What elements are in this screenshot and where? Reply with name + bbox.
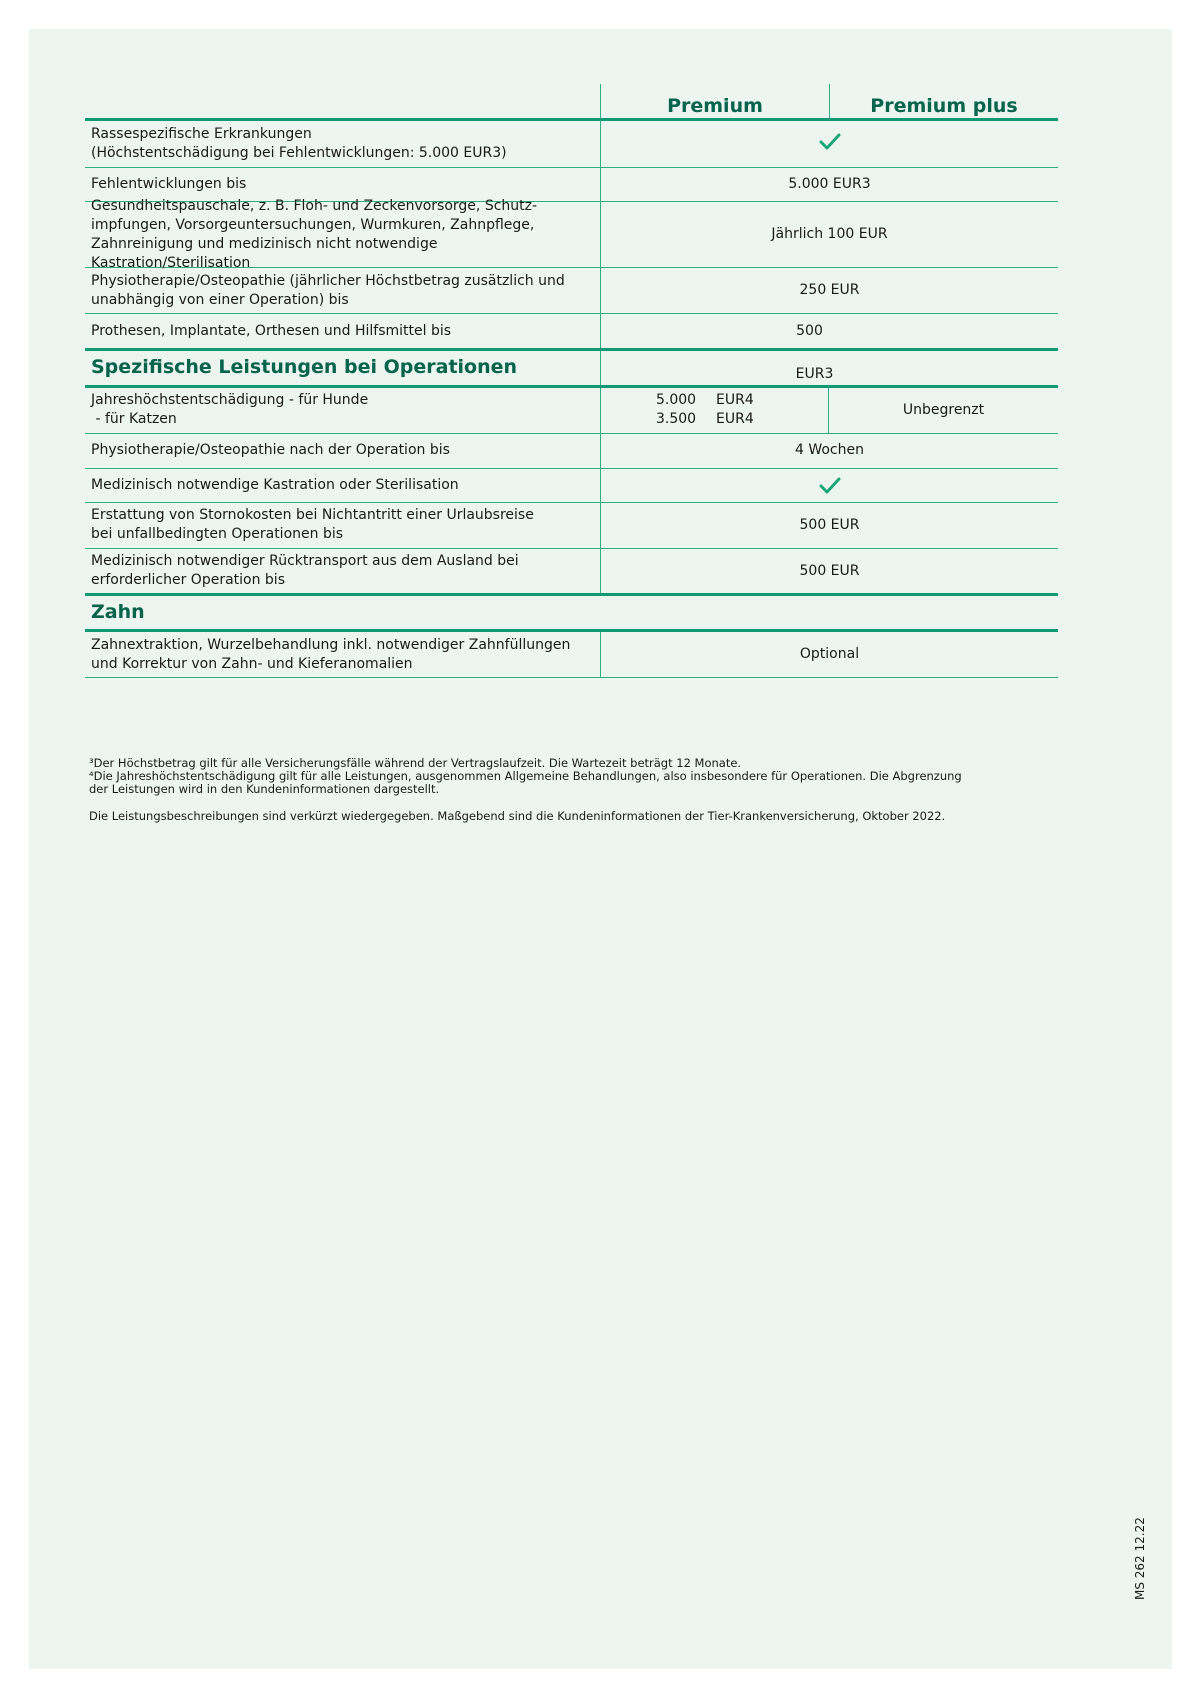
row-label: Zahnextraktion, Wurzelbehandlung inkl. notwendiger Zahnfüllungen und Korrektur von Zahn- und Kieferanomalien	[91, 636, 571, 672]
row-label: Fehlentwicklungen bis	[91, 176, 247, 192]
table-row	[85, 469, 1058, 503]
row-value: 4 Wochen	[600, 434, 1058, 468]
row-value: 500	[600, 314, 1058, 348]
row-label: Gesundheitspauschale, z. B. Floh- und Zeckenvorsorge, Schutz- impfungen, Vorsorgeuntersuchungen, Wurmkuren, Zahnpflege, Zahnreinigung und medizinisch nicht notwendige Kastration/Sterilisation	[91, 197, 538, 271]
table-header	[85, 84, 1058, 121]
row-label: Rassespezifische Erkrankungen (Höchstentschädigung bei Fehlentwicklungen: 5.000 EUR3)	[91, 126, 507, 161]
amount-cats: 3.500	[656, 411, 697, 427]
row-value	[600, 121, 1058, 167]
row-label: Physiotherapie/Osteopathie (jährlicher Höchstbetrag zusätzlich und unabhängig von einer Operation) bis	[91, 272, 565, 308]
section-header	[85, 348, 1058, 388]
row-value: 500 EUR	[600, 503, 1058, 548]
document-code: MS 262 12.22	[1133, 1517, 1147, 1600]
table-row	[85, 314, 1058, 349]
premium-plus-value: Unbegrenzt	[902, 401, 985, 418]
table-row	[85, 549, 1058, 595]
header-premium: Premium	[600, 84, 829, 118]
section-value: EUR3	[600, 351, 1058, 385]
benefits-table	[85, 84, 1058, 678]
section-title: Zahn	[91, 601, 145, 623]
table-row	[85, 197, 1058, 271]
checkmark-icon	[819, 133, 841, 150]
footnote-3: ³Der Höchstbetrag gilt für alle Versicherungsfälle während der Vertragslaufzeit. Die Wartezeit beträgt 12 Monate.	[89, 756, 742, 770]
table-row	[85, 388, 1058, 434]
footnotes	[89, 757, 989, 823]
header-empty-cell	[85, 84, 600, 118]
disclaimer-note: Die Leistungsbeschreibungen sind verkürzt wiedergegeben. Maßgebend sind die Kundeninformationen der Tier-Krankenversicherung, Oktober 2022.	[89, 809, 946, 823]
row-value: 500 EUR	[600, 549, 1058, 594]
row-label: Jahreshöchstentschädigung - für Hunde - für Katzen	[91, 392, 369, 427]
row-label: Medizinisch notwendiger Rücktransport aus dem Ausland bei erforderlicher Operation bis	[91, 553, 519, 588]
row-label: Medizinisch notwendige Kastration oder Sterilisation	[91, 476, 459, 493]
row-value	[600, 469, 1058, 502]
table-row	[85, 121, 1058, 168]
footnote-4-continued: der Leistungen wird in den Kundeninformationen dargestellt.	[89, 782, 440, 796]
row-value: Optional	[600, 632, 1058, 677]
table-row	[85, 632, 1058, 678]
row-label: Erstattung von Stornokosten bei Nichtantritt einer Urlaubsreise bei unfallbedingten Operationen bis	[91, 507, 534, 542]
row-label: Physiotherapie/Osteopathie nach der Operation bis	[91, 442, 450, 458]
section-header	[85, 593, 1058, 632]
row-value: Jährlich 100 EUR	[600, 202, 1058, 267]
premium-values	[601, 388, 829, 433]
unit-dogs: EUR4	[716, 392, 754, 408]
row-value: 250 EUR	[600, 268, 1058, 313]
table-row	[85, 268, 1058, 314]
table-row	[85, 434, 1058, 469]
section-title: Spezifische Leistungen bei Operationen	[91, 356, 518, 378]
split-values	[600, 388, 1058, 433]
unit-cats: EUR4	[716, 411, 754, 427]
table-row	[85, 503, 1058, 549]
row-label: Prothesen, Implantate, Orthesen und Hilfsmittel bis	[91, 322, 452, 339]
amount-dogs: 5.000	[656, 392, 697, 408]
row-value: 5.000 EUR3	[600, 168, 1058, 201]
checkmark-icon	[819, 477, 841, 494]
header-premium-plus: Premium plus	[829, 84, 1058, 118]
footnote-4: ⁴Die Jahreshöchstentschädigung gilt für alle Leistungen, ausgenommen Allgemeine Behandlungen, also insbesondere für Operationen. Die Abgrenzung	[89, 769, 962, 783]
